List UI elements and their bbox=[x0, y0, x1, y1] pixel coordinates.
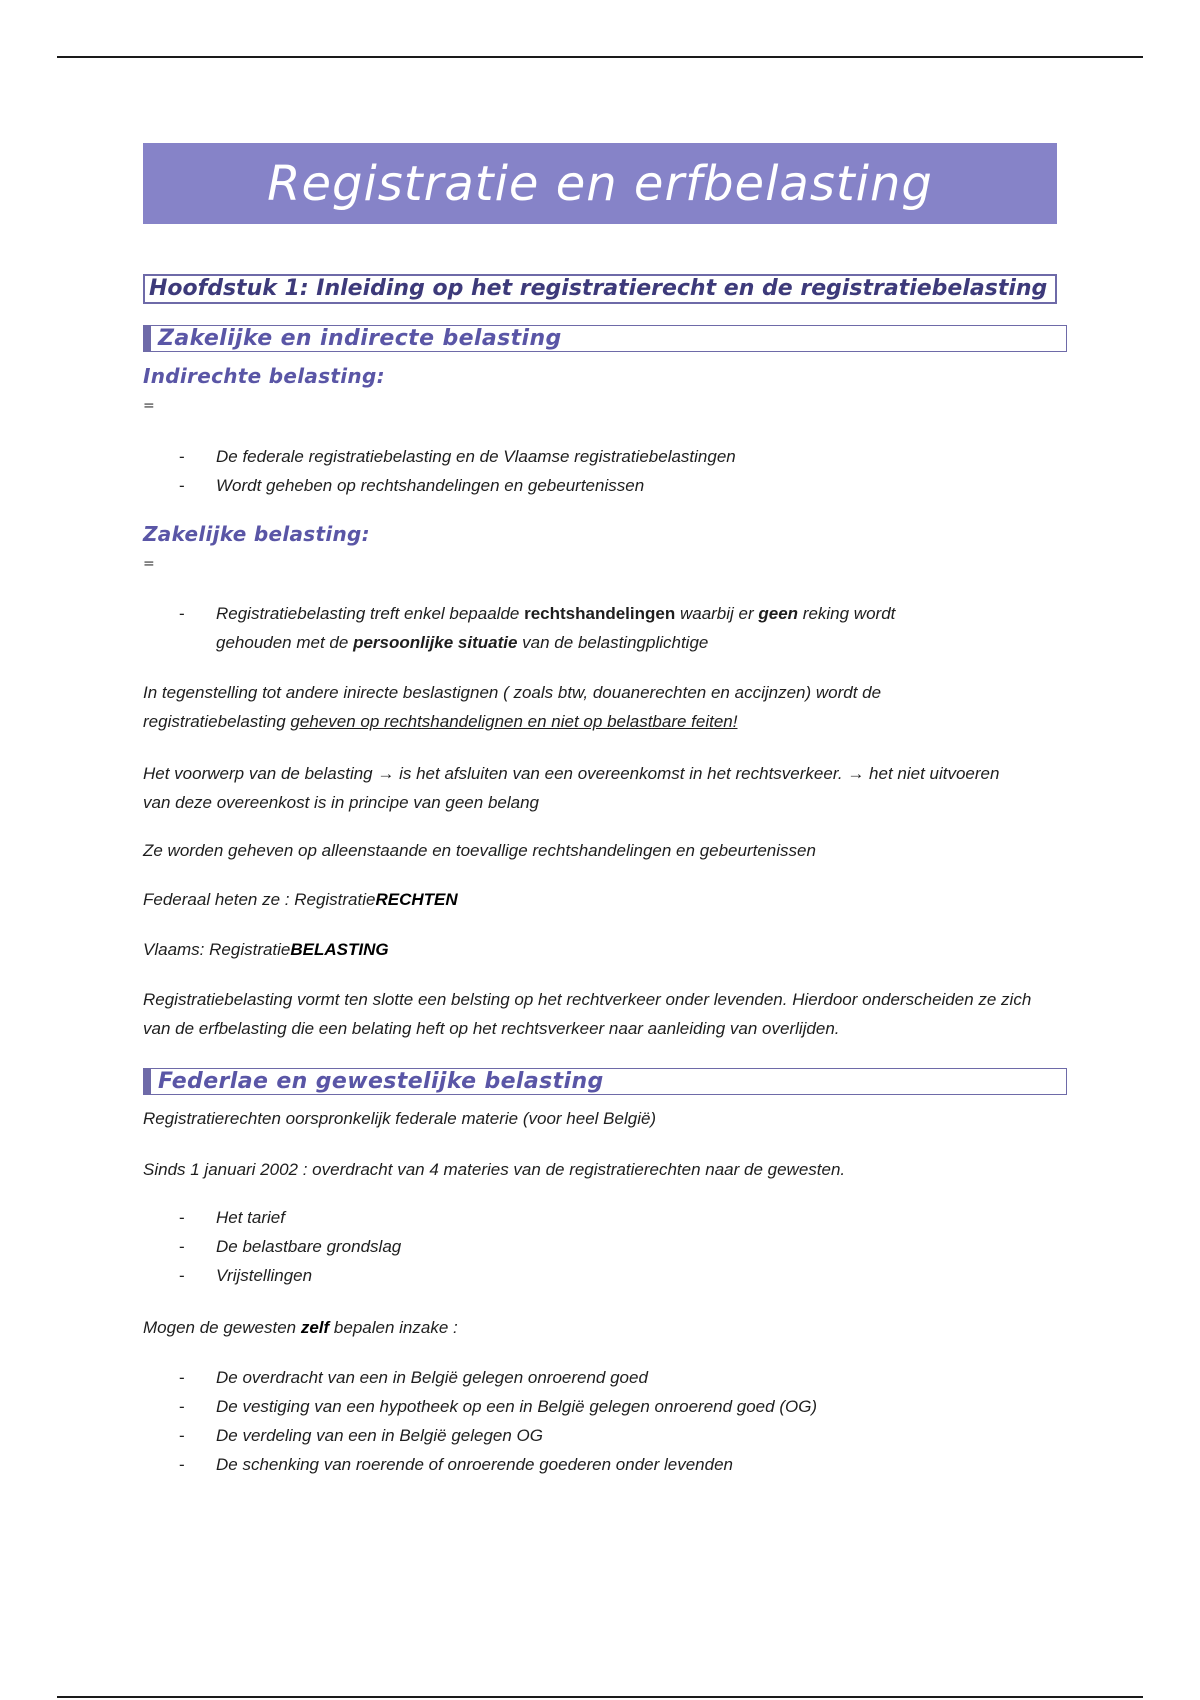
list-item: - De overdracht van een in België gelegen onroerend goed bbox=[179, 1368, 648, 1387]
paragraph-geheven: Ze worden geheven op alleenstaande en toevallige rechtshandelingen en gebeurtenissen bbox=[143, 841, 816, 860]
subheading-indirect: Indirechte belasting: bbox=[143, 364, 385, 388]
paragraph-sinds-2002: Sinds 1 januari 2002 : overdracht van 4 materies van de registratierechten naar de gewesten. bbox=[143, 1160, 846, 1179]
underlined-emphasis: geheven op rechtshandelignen en niet op belastbare feiten! bbox=[290, 712, 738, 731]
chapter-heading: Hoofdstuk 1: Inleiding op het registratierecht en de registratiebelasting bbox=[143, 274, 1057, 304]
arrow-right-icon: → bbox=[377, 764, 395, 783]
paragraph-oorspronkelijk: Registratierechten oorspronkelijk federale materie (voor heel België) bbox=[143, 1109, 657, 1128]
paragraph-voorwerp: Het voorwerp van de belasting → is het afsluiten van een overeenkomst in het rechtsverkeer. → het niet uitvoeren van deze overeenkost is in principe van geen belang bbox=[143, 764, 1000, 812]
materies-list bbox=[143, 1203, 1055, 1290]
bevoegdheden-list bbox=[143, 1363, 1055, 1479]
list-item: - Registratiebelasting treft enkel bepaalde rechtshandelingen waarbij er geen reking wordt gehouden met de persoonlijke situatie van de belastingplichtige bbox=[179, 604, 896, 652]
header-rule bbox=[57, 56, 1143, 58]
footer-rule bbox=[57, 1696, 1143, 1698]
list-item: - De federale registratiebelasting en de Vlaamse registratiebelastingen bbox=[179, 447, 736, 466]
subheading-zakelijk: Zakelijke belasting: bbox=[143, 522, 370, 546]
list-item: - De belastbare grondslag bbox=[179, 1237, 402, 1256]
list-item: - De vestiging van een hypotheek op een in België gelegen onroerend goed (OG) bbox=[179, 1397, 818, 1416]
section-heading-zakelijk-indirect: Zakelijke en indirecte belasting bbox=[143, 325, 1067, 352]
paragraph-federaal: Federaal heten ze : RegistratieRECHTEN bbox=[143, 890, 458, 909]
zakelijk-list bbox=[143, 599, 1055, 657]
document-title: Registratie en erfbelasting bbox=[143, 143, 1057, 224]
list-item: - De verdeling van een in België gelegen OG bbox=[179, 1426, 543, 1445]
list-item: - Vrijstellingen bbox=[179, 1266, 313, 1285]
section-heading-federaal-gewestelijk: Federlae en gewestelijke belasting bbox=[143, 1068, 1067, 1095]
definition-equals: = bbox=[143, 398, 155, 414]
arrow-right-icon: → bbox=[847, 764, 865, 783]
list-item: - Het tarief bbox=[179, 1208, 285, 1227]
definition-equals: = bbox=[143, 556, 155, 572]
list-item: - Wordt geheben op rechtshandelingen en gebeurtenissen bbox=[179, 476, 645, 495]
paragraph-rechtsverkeer: Registratiebelasting vormt ten slotte een belsting op het rechtverkeer onder levenden. Hierdoor onderscheiden ze zich van de erfbelasting die een belating heft op het rechtsverkeer naar aanleiding van overlijden. bbox=[143, 990, 1032, 1038]
indirect-list bbox=[143, 442, 1055, 500]
paragraph-vlaams: Vlaams: RegistratieBELASTING bbox=[143, 940, 389, 959]
paragraph-mogen-gewesten: Mogen de gewesten zelf bepalen inzake : bbox=[143, 1318, 458, 1337]
list-item: - De schenking van roerende of onroerende goederen onder levenden bbox=[179, 1455, 733, 1474]
paragraph-tegenstelling: In tegenstelling tot andere inirecte beslastignen ( zoals btw, douanerechten en accijnzen) wordt de registratiebelasting geheven op rechtshandelignen en niet op belastbare feiten! bbox=[143, 683, 882, 731]
